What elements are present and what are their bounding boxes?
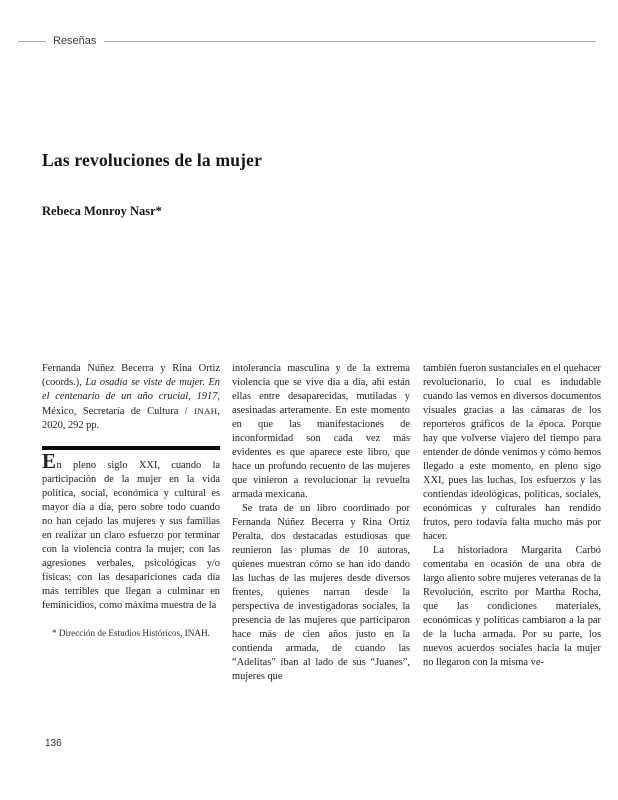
body-paragraph-5: La historiadora Margarita Carbó comentaba en ocasión de una obra de largo aliento sobre mujeres veteranas de la Revolución, escrito por Martha Rocha, que las condiciones materiales, económicas y políticas cambiaron a la par de la lucha armada. Por su parte, los nuevos acuerdos sociales hacia la mujer no llegaron con la misma ve- [423,545,601,668]
footnote: * Dirección de Estudios Históricos, INAH. [52,627,210,638]
column-2 [232,362,410,684]
column-3 [423,362,601,670]
column-1 [42,362,220,639]
body-paragraph-4: también fueron sustanciales en el quehacer revolucionario, lo cual es indudable cuando las vemos en diversos documentos visuales gracias a las cámaras de los reporteros gráficos de la época. Porque hay que volverse viajero del tiempo para entender de dónde venimos y cómo hemos llegado a este momento, en pleno sigo XXI, pues las luchas, los esfuerzos y las contiendas ideológicas, políticas, sociales, económicas y culturales han rendido frutos, pero todavía falta mucho más por hacer. [423,363,602,542]
header-rule-right [104,41,596,42]
citation-book-title: La osadía se viste de mujer. En el centenario de un año crucial, 1917 [42,377,220,402]
body-paragraph-3: Se trata de un libro coordinado por Fernanda Núñez Becerra y Rina Ortiz Peralta, dos destacadas estudiosas que reunieron las plumas de 10 autoras, quienes muestran cómo se han ido dando las luchas de las mujeres desde diversos frentes, quienes narran desde la perspectiva de investigadoras sociales, la presencia de las mujeres que participaron hace más de cien años justo en la contienda armada, de cuando las “Adelitas” iban al lado de sus “Juanes”, mujeres que [232,503,410,682]
section-label: Reseñas [53,35,97,47]
article-author: Rebeca Monroy Nasr* [42,204,162,218]
running-head [18,34,596,48]
page-number: 136 [45,738,62,749]
header-rule-left [18,41,46,42]
citation-post2: , 2020, 292 pp. [42,406,220,431]
body-paragraph-1 [42,448,220,613]
article-start-rule [42,446,220,450]
book-citation [42,362,220,433]
citation-inah: INAH [194,406,218,416]
article-title: Las revoluciones de la mujer [42,150,263,170]
citation-pre: Fernanda Núñez Becerra y Rina Ortiz (coords.), [42,363,220,388]
citation-post1: , México, Secretaría de Cultura / [42,391,220,417]
paragraph-1-text: n pleno siglo XXI, cuando la participación de la mujer en la vida política, social, económica y cultural es mayor día a día, pero sobre todo cuando no han cejado las mujeres y sus familias en realizar un claro esfuerzo por terminar con la violencia contra la mujer; con las agresiones verbales, psicológicas y/o físicas; con las desapariciones cada día más terribles que llegan a culminar en feminicidios, como máxima muestra de la [42,459,220,611]
drop-cap: E [42,448,57,473]
body-paragraph-2: intolerancia masculina y de la extrema violencia que se vive día a día, ahí están ellas entre desaparecidas, mutiladas y asesinadas arteramente. En este momento en que las manifestaciones de inconformidad son cada vez más evidentes es que aparece este libro, que hace un profundo recuento de las mujeres que vinieron a revolucionar la revuelta armada mexicana. [232,363,410,500]
